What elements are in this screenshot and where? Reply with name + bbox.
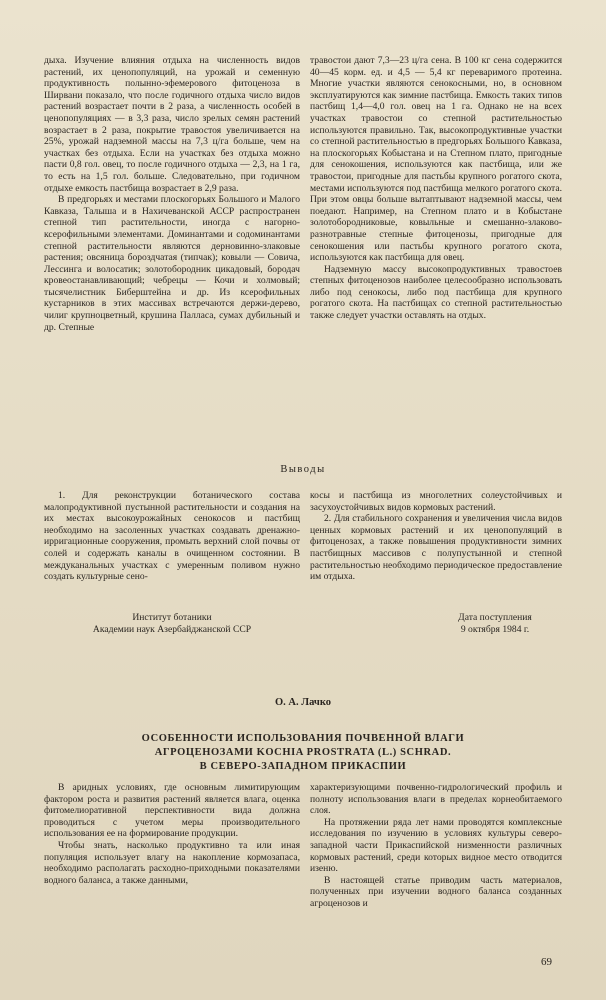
institute-line: Академии наук Азербайджанской ССР [92, 624, 252, 635]
paragraph: Чтобы знать, насколько продуктивно та или иная популяция использует влагу на накопление кормозапаса, необходимо располагать расходно-приходными показателями водного баланса, а также данными, [44, 839, 300, 886]
paragraph: косы и пастбища из многолетних солеустойчивых и засухоустойчивых видов кормовых растений. [310, 490, 562, 513]
institute-line: Институт ботаники [132, 612, 212, 623]
title-line: АГРОЦЕНОЗАМИ KOCHIA PROSTRATA (L.) SCHRAD. [154, 747, 452, 758]
title-line: В СЕВЕРО-ЗАПАДНОМ ПРИКАСПИИ [199, 761, 407, 772]
received-value: 9 октября 1984 г. [460, 624, 530, 635]
institute-affiliation [44, 612, 300, 636]
top-right-column [310, 55, 562, 322]
paragraph: В настоящей статье приводим часть материалов, полученных при изучении водного баланса созданных агроценозов и [310, 874, 562, 909]
conclusions-left-column [44, 490, 300, 583]
received-date [420, 612, 570, 636]
paragraph: В аридных условиях, где основным лимитирующим фактором роста и развития растений является влага, оценка фитомелиоративной перспективности вида должна проводиться с учетом меры производительного использования ее на формирование продукции. [44, 782, 300, 840]
conclusions-heading: Выводы [280, 464, 326, 475]
article-right-column [310, 782, 562, 910]
paragraph: Надземную массу высокопродуктивных травостоев степных фитоценозов наиболее целесообразно использовать либо под сенокосы, либо под пастбища для крупного рогатого скота. На пастбищах со степной растительностью также следует участки оставлять на отдых. [310, 263, 562, 322]
page-number: 69 [541, 956, 552, 968]
article-title [0, 732, 606, 774]
paragraph: травостои дают 7,3—23 ц/га сена. В 100 кг сена содержится 40—45 корм. ед. и 4,5 — 5,4 кг переваримого протеина. Многие участки являются сенокосными, но, в основном эксплуатируются как зимние пастбища. Емкость таких типов пастбищ 1,4—4,0 гол. овец на 1 га. Однако не на всех участках травостои со степной растительностью используются правильно. Так, высокопродуктивные участки со степной растительностью в предгорьях Большого Кавказа, на плоскогорьях Кобыстана и на Степном плато, пригодные для сенокошения, используются как пастбища, или же травостои, пригодные для пастьбы крупного рогатого скота, местами используются под пастбища мелкого рогатого скота. При этом овцы больше вытаптывают надземной массы, чем поедают. Например, на Степном плато и в Кобыстане золотобородниковые, ковыльные и смешанно-злаково-разнотравные степные фитоценозы, пригодные для сенокошения или пастьбы крупного рогатого скота, используются как пастбища для овец. [310, 55, 562, 264]
paragraph: В предгорьях и местами плоскогорьях Большого и Малого Кавказа, Талыша и в Нахичеванской АССР распространен степной тип растительности, иногда с нагорно-ксерофильными элементами. Доминантами и содоминантами степной растительности являются дерновинно-злаковые растения; овсяница бороздчатая (типчак); ковыли — Совича, Лессинга и волосатик; золотобородник цикадовый, бородач кровеостанавливающий; чебрецы — Кочи и холмовый; тысячелистник Биберштейна и др. Из ксерофильных кустарников в этих массивах встречаются держи-дерево, чилиг крупноцветный, крушина Палласа, сумах дубильный и др. Степные [44, 194, 300, 333]
conclusions-right-column [310, 490, 562, 583]
title-line: ОСОБЕННОСТИ ИСПОЛЬЗОВАНИЯ ПОЧВЕННОЙ ВЛАГИ [141, 733, 465, 744]
top-left-column [44, 55, 300, 333]
paragraph: дыха. Изучение влияния отдыха на численность видов растений, их ценопопуляций, на урожай и семенную продуктивность полынно-эфемерового фитоценоза в Ширвани показало, что после годичного отдыха число видов растений возрастает почти в 2 раза, а численность особей в ценопопуляциях — в 3,3 раза, число зрелых семян растений возрастает в 2 раза, покрытие травостоя увеличивается на 25%, урожай надземной массы на 7,3 ц/га больше, чем на участках без отдыха. Если на участках без отдыха можно пасти 0,8 гол. овец, то после годичного отдыха — 2,3, на 1 га, то есть на 1,5 гол. больше. Следовательно, при годичном отдыхе емкость пастбища возрастает в 2,9 раза. [44, 55, 300, 194]
received-label: Дата поступления [458, 612, 532, 623]
paragraph: 1. Для реконструкции ботанического состава малопродуктивной пустынной растительности и создания на их местах высокоурожайных сенокосов и пастбищ необходимо на засоленных участках создавать дренажно-ирригационные сооружения, промыть верхний слой почвы от солей и содержать каналы в очищенном состоянии. В междуканальных участках с умеренным поливом нужно создать культурные сено- [44, 490, 300, 583]
paragraph: характеризующими почвенно-гидрологический профиль и полноту использования влаги в пределах корнеобитаемого слоя. [310, 782, 562, 817]
paragraph: 2. Для стабильного сохранения и увеличения числа видов ценных кормовых растений и их ценопопуляций в фитоценозах, а также повышения продуктивности зимних пастбищных массивов с полупустынной и степной растительностью необходимо периодическое предоставление им отдыха. [310, 513, 562, 583]
paragraph: На протяжении ряда лет нами проводятся комплексные исследования по изучению в условиях культуры северо-западной части Прикаспийской низменности различных кормовых растений, среди которых видное место отводится изеню. [310, 816, 562, 875]
article-author: О. А. Лачко [275, 697, 331, 708]
article-left-column [44, 782, 300, 886]
